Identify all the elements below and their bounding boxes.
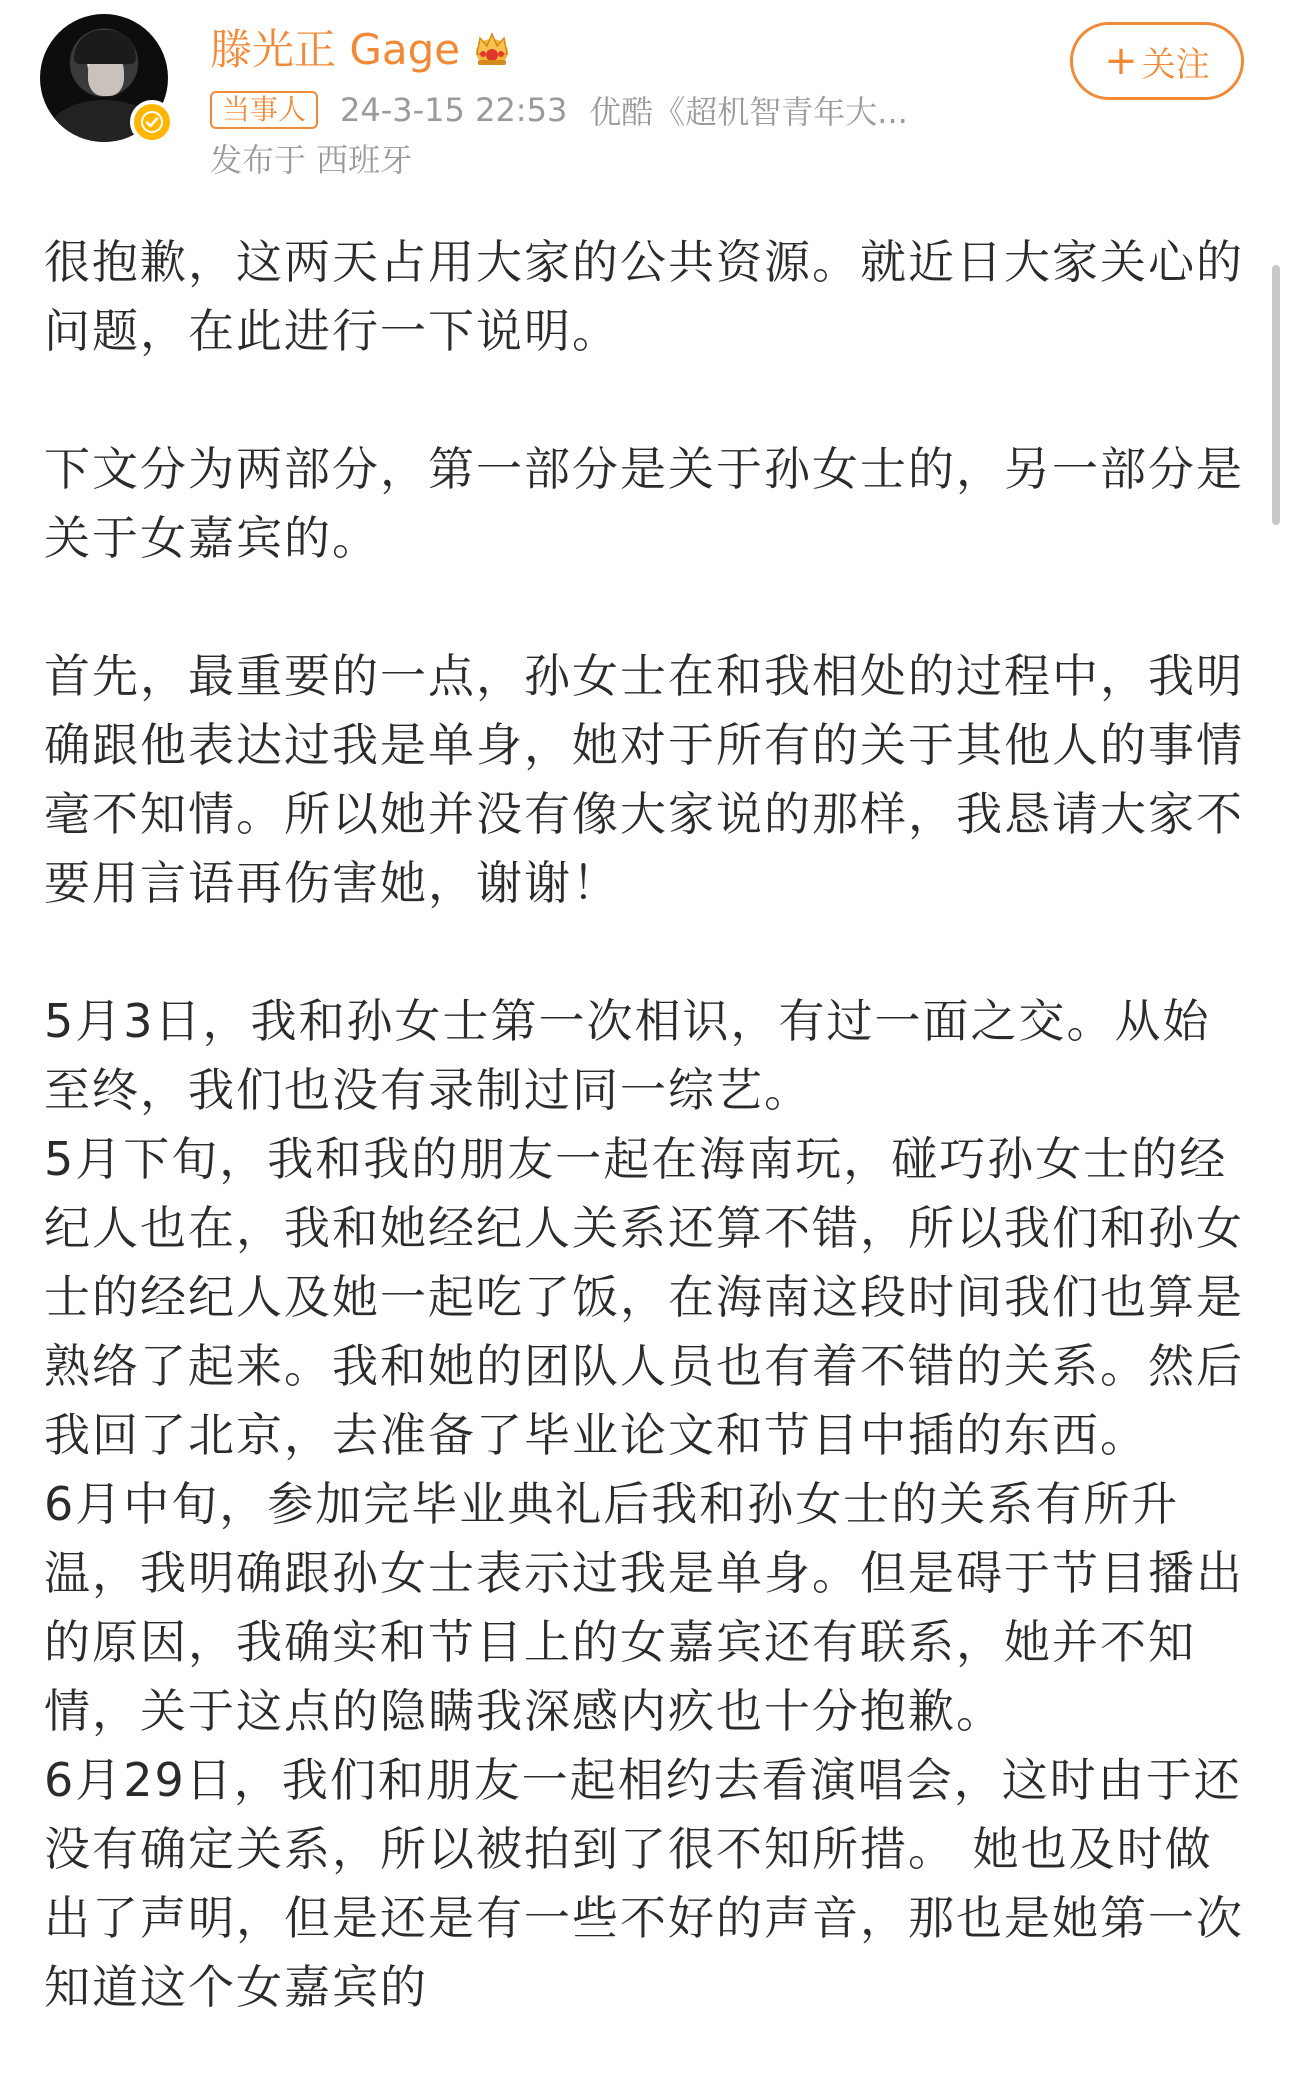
paragraph-late-may: 5月下旬，我和我的朋友一起在海南玩，碰巧孙女士的经纪人也在，我和她经纪人关系还算不错，所以我们和孙女士的经纪人及她一起吃了饭，在海南这段时间我们也算是熟络了起来。我和她的团队人员也有着不错的关系。然后我回了北京，去准备了毕业论文和节目中插的东西。 [44, 1132, 1244, 1462]
avatar-cap [74, 30, 136, 64]
paragraph-mid-june: 6月中旬，参加完毕业典礼后我和孙女士的关系有所升温，我明确跟孙女士表示过我是单身。但是碍于节目播出的原因，我确实和节目上的女嘉宾还有联系，她并不知情，关于这点的隐瞒我深感内疚也十分抱歉。 [44, 1477, 1244, 1738]
paragraph-key-point: 首先，最重要的一点，孙女士在和我相处的过程中，我明确跟他表达过我是单身，她对于所有的关于其他人的事情毫不知情。所以她并没有像大家说的那样，我恳请大家不要用言语再伤害她，谢谢！ [44, 649, 1244, 910]
paragraph-apology: 很抱歉，这两天占用大家的公共资源。就近日大家关心的问题，在此进行一下说明。 [44, 235, 1244, 358]
user-name[interactable]: 滕光正 Gage [210, 25, 461, 74]
paragraph-june-29: 6月29日，我们和朋友一起相约去看演唱会，这时由于还没有确定关系，所以被拍到了很不知所措。 她也及时做出了声明，但是还是有一些不好的声音，那也是她第一次知道这个女嘉宾的 [44, 1753, 1244, 2014]
post-content [44, 228, 1254, 2022]
meta-row [210, 88, 908, 132]
post-source[interactable]: 优酷《超机智青年大... [589, 93, 908, 131]
bottom-fade [0, 2050, 1290, 2090]
post-header [0, 0, 1290, 200]
plus-icon: + [1104, 38, 1138, 84]
paragraph-structure: 下文分为两部分，第一部分是关于孙女士的，另一部分是关于女嘉宾的。 [44, 442, 1244, 565]
verified-icon [130, 100, 174, 144]
follow-button[interactable] [1070, 22, 1244, 100]
role-tag: 当事人 [210, 91, 318, 129]
crown-icon [470, 28, 514, 70]
post-location: 发布于 西班牙 [210, 141, 413, 179]
scrollbar[interactable] [1272, 265, 1280, 525]
paragraph-may-3: 5月3日，我和孙女士第一次相识，有过一面之交。从始至终，我们也没有录制过同一综艺。 [44, 994, 1211, 1117]
follow-label: 关注 [1141, 44, 1210, 85]
post-timestamp: 24-3-15 22:53 [340, 91, 568, 129]
